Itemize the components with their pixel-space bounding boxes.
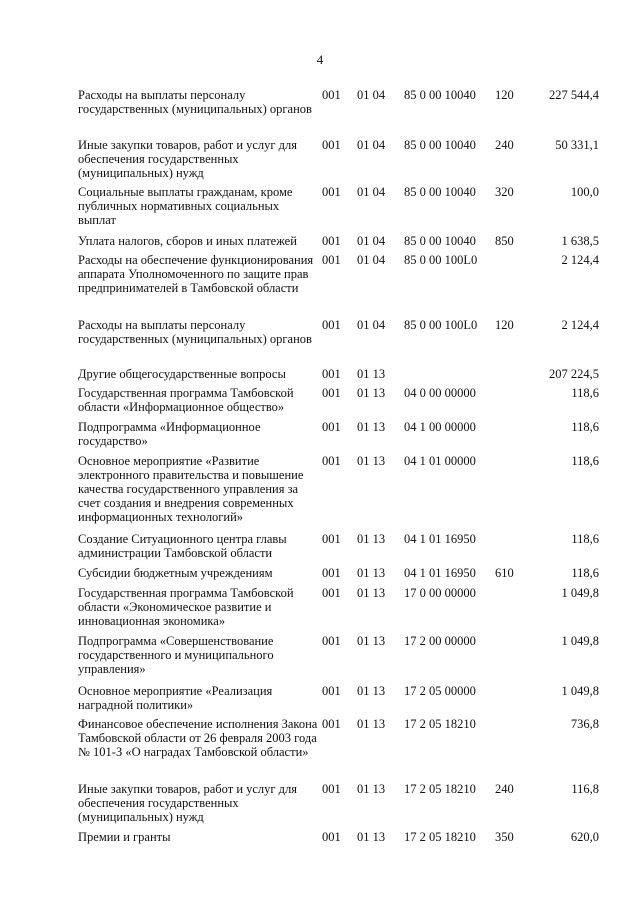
row-name: Создание Ситуационного центра главы администрации Тамбовской области	[78, 532, 287, 560]
row-sum: 2 124,4	[561, 318, 599, 332]
row-name: Расходы на выплаты персоналу государственных (муниципальных) органов	[78, 88, 312, 116]
row-sum: 1 049,8	[561, 586, 599, 600]
row-name: Финансовое обеспечение исполнения Закона Тамбовской области от 26 февраля 2003 года № 101-З «О наградах Тамбовской области»	[78, 717, 318, 759]
row-code-target: 04 1 01 16950	[404, 532, 476, 546]
row-code-target: 04 1 01 00000	[404, 454, 476, 468]
row-name: Иные закупки товаров, работ и услуг для обеспечения государственных (муниципальных) нужд	[78, 138, 298, 180]
row-code-ministry: 001	[322, 138, 341, 152]
row-code-type: 240	[495, 138, 514, 152]
row-name: Социальные выплаты гражданам, кроме публичных нормативных социальных выплат	[78, 185, 293, 227]
row-code-type: 320	[495, 185, 514, 199]
row-code-target: 85 0 00 10040	[404, 138, 476, 152]
row-sum: 736,8	[570, 717, 599, 731]
row-code-ministry: 001	[322, 234, 341, 248]
row-code-section: 01 13	[357, 532, 386, 546]
row-code-ministry: 001	[322, 566, 341, 580]
row-code-target: 04 1 00 00000	[404, 420, 476, 434]
row-code-ministry: 001	[322, 532, 341, 546]
row-sum: 1 638,5	[561, 234, 599, 248]
row-name: Расходы на обеспечение функционирования аппарата Уполномоченного по защите прав предпринимателей в Тамбовской области	[78, 253, 314, 295]
row-code-target: 04 1 01 16950	[404, 566, 476, 580]
row-name: Государственная программа Тамбовской области «Информационное общество»	[78, 386, 294, 414]
row-code-section: 01 13	[357, 830, 386, 844]
row-code-type: 120	[495, 318, 514, 332]
row-code-section: 01 13	[357, 454, 386, 468]
row-sum: 118,6	[571, 420, 599, 434]
row-code-type: 120	[495, 88, 514, 102]
row-name: Расходы на выплаты персоналу государственных (муниципальных) органов	[78, 318, 312, 346]
row-sum: 116,8	[571, 782, 599, 796]
row-code-type: 240	[495, 782, 514, 796]
row-code-section: 01 13	[357, 420, 386, 434]
row-code-section: 01 13	[357, 367, 386, 381]
row-name: Субсидии бюджетным учреждениям	[78, 566, 273, 580]
row-code-section: 01 04	[357, 253, 386, 267]
row-code-target: 17 0 00 00000	[404, 586, 476, 600]
row-name: Другие общегосударственные вопросы	[78, 367, 286, 381]
row-code-section: 01 13	[357, 684, 386, 698]
row-name: Основное мероприятие «Развитие электронного правительства и повышение качества государственного управления за счет создания и внедрения современных информационных технологий»	[78, 454, 304, 524]
row-code-section: 01 04	[357, 234, 386, 248]
row-code-section: 01 13	[357, 566, 386, 580]
row-code-ministry: 001	[322, 634, 341, 648]
row-sum: 1 049,8	[561, 684, 599, 698]
row-sum: 118,6	[571, 386, 599, 400]
row-name: Иные закупки товаров, работ и услуг для обеспечения государственных (муниципальных) нужд	[78, 782, 298, 824]
row-code-type: 350	[495, 830, 514, 844]
row-code-target: 85 0 00 10040	[404, 185, 476, 199]
row-code-target: 85 0 00 10040	[404, 88, 476, 102]
row-code-section: 01 04	[357, 88, 386, 102]
row-sum: 118,6	[571, 454, 599, 468]
row-sum: 100,0	[570, 185, 599, 199]
row-code-ministry: 001	[322, 830, 341, 844]
row-code-section: 01 04	[357, 185, 386, 199]
row-code-ministry: 001	[322, 717, 341, 731]
row-code-ministry: 001	[322, 318, 341, 332]
row-code-section: 01 13	[357, 717, 386, 731]
row-sum: 1 049,8	[561, 634, 599, 648]
row-code-target: 17 2 05 18210	[404, 717, 476, 731]
row-sum: 620,0	[570, 830, 599, 844]
row-name: Государственная программа Тамбовской области «Экономическое развитие и инновационная экономика»	[78, 586, 294, 628]
page-number: 4	[316, 52, 324, 67]
row-code-section: 01 04	[357, 138, 386, 152]
row-code-target: 85 0 00 10040	[404, 234, 476, 248]
row-name: Уплата налогов, сборов и иных платежей	[78, 234, 297, 248]
row-sum: 227 544,4	[549, 88, 599, 102]
row-code-type: 610	[495, 566, 514, 580]
row-code-target: 85 0 00 100L0	[404, 253, 478, 267]
row-code-target: 17 2 00 00000	[404, 634, 476, 648]
row-code-ministry: 001	[322, 454, 341, 468]
row-code-ministry: 001	[322, 420, 341, 434]
row-code-ministry: 001	[322, 782, 341, 796]
row-code-ministry: 001	[322, 88, 341, 102]
row-code-ministry: 001	[322, 684, 341, 698]
row-sum: 50 331,1	[555, 138, 599, 152]
row-code-ministry: 001	[322, 253, 341, 267]
row-code-target: 17 2 05 18210	[404, 830, 476, 844]
row-code-target: 85 0 00 100L0	[404, 318, 478, 332]
row-code-ministry: 001	[322, 386, 341, 400]
row-sum: 118,6	[571, 532, 599, 546]
row-code-target: 17 2 05 18210	[404, 782, 476, 796]
row-code-section: 01 13	[357, 386, 386, 400]
row-name: Премии и гранты	[78, 830, 171, 844]
row-sum: 207 224,5	[549, 367, 599, 381]
row-name: Основное мероприятие «Реализация наградной политики»	[78, 684, 273, 712]
row-code-ministry: 001	[322, 185, 341, 199]
row-sum: 118,6	[571, 566, 599, 580]
row-code-section: 01 13	[357, 782, 386, 796]
row-code-ministry: 001	[322, 586, 341, 600]
row-code-section: 01 04	[357, 318, 386, 332]
row-code-target: 17 2 05 00000	[404, 684, 476, 698]
row-sum: 2 124,4	[561, 253, 599, 267]
row-code-ministry: 001	[322, 367, 341, 381]
row-name: Подпрограмма «Совершенствование государственного и муниципального управления»	[78, 634, 274, 676]
row-code-type: 850	[495, 234, 514, 248]
row-code-target: 04 0 00 00000	[404, 386, 476, 400]
row-code-section: 01 13	[357, 634, 386, 648]
row-code-section: 01 13	[357, 586, 386, 600]
row-name: Подпрограмма «Информационное государство»	[78, 420, 261, 448]
